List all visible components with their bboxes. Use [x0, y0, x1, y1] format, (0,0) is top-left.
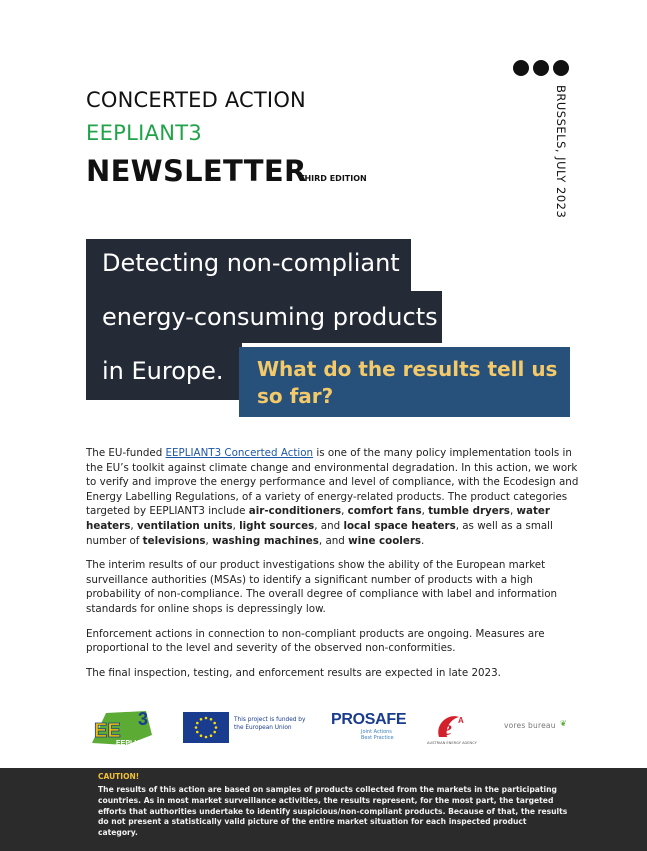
- caution-text: The results of this action are based on samples of products collected from the markets in the participating countries. As in most market surveillance activities, the results represent, for the most part, the targeted efforts that authorities undertake to identify suspicious/non-compliant products. Because of that, the results do not present a statistically valid picture of the entire market situation for each inspected product category.: [98, 785, 568, 838]
- question-text: What do the results tell us so far?: [257, 357, 558, 408]
- paragraph-final-results: The final inspection, testing, and enforcement results are expected in late 2023.: [86, 666, 501, 679]
- text: , and: [318, 534, 349, 547]
- text: ,: [205, 534, 213, 547]
- caution-title: CAUTION!: [98, 772, 140, 781]
- category: televisions: [142, 534, 206, 547]
- headline-band-3: [86, 343, 242, 400]
- text: The EU-funded: [86, 447, 166, 459]
- austrian-energy-agency-logo: [425, 709, 485, 749]
- three-dots-icon: [513, 60, 569, 76]
- eepliant-logo-text: EEPLIANT: [116, 740, 151, 747]
- headline-line-1: Detecting non-compliant: [102, 249, 400, 277]
- eepliant3-link[interactable]: EEPLIANT3 Concerted Action: [165, 447, 314, 459]
- text: ,: [341, 505, 348, 518]
- prosafe-name: PROSAFE: [331, 711, 407, 728]
- text: ,: [509, 505, 517, 518]
- category: tumble dryers: [428, 505, 510, 518]
- dot: [533, 60, 549, 76]
- headline-band-2: [86, 291, 442, 343]
- eu-flag-icon: [183, 712, 229, 743]
- text: ,: [421, 505, 429, 518]
- prosafe-tagline: Joint Actions Best Practice: [361, 729, 394, 741]
- text: , and: [314, 519, 344, 532]
- dot: [513, 60, 529, 76]
- paragraph-enforcement: Enforcement actions in connection to non-compliant products are ongoing. Measures are proportional to the level and severity of the observed non-conformities.: [86, 627, 545, 655]
- text: .: [421, 534, 425, 547]
- leaf-icon: ❦: [560, 719, 567, 728]
- aea-mark-icon: [425, 709, 485, 741]
- aea-label: AUSTRIAN ENERGY AGENCY: [427, 741, 477, 745]
- title-newsletter: NEWSLETTER: [86, 154, 307, 188]
- category: water heaters: [86, 505, 550, 532]
- vores-bureau-logo: vores bureau: [504, 721, 556, 730]
- text: is one of the many policy implementation tools in the EU’s toolkit against climate change and environmental degradation. In this action, we work to verify and improve the energy performance and level of compliance, with the Ecodesign and Energy Labelling Regulations, of a variety of energy-related products. The product categories targeted by EEPLIANT3 include: [86, 447, 579, 518]
- text: ,: [232, 519, 240, 532]
- eepliant-logo-number: 3: [138, 709, 149, 729]
- category: wine coolers: [348, 534, 422, 547]
- text: ,: [130, 519, 137, 532]
- eu-funding-text: This project is funded by the European Union: [234, 717, 306, 731]
- edition-label: THIRD EDITION: [299, 174, 367, 183]
- svg-text:A: A: [458, 716, 464, 725]
- headline-band-1: [86, 239, 411, 291]
- question-box: [239, 347, 570, 417]
- body-text: [86, 446, 590, 690]
- paragraph-intro: [86, 446, 590, 548]
- eepliant3-logo: [86, 705, 158, 749]
- text: , as well as a small number of: [86, 519, 553, 547]
- dot: [553, 60, 569, 76]
- title-eepliant3: EEPLIANT3: [86, 121, 203, 145]
- svg-text:e: e: [443, 718, 452, 740]
- title-concerted-action: CONCERTED ACTION: [86, 88, 306, 112]
- category: light sources: [239, 519, 315, 532]
- svg-text:EE: EE: [94, 720, 121, 742]
- category: air-conditioners: [248, 505, 342, 518]
- paragraph-interim-results: The interim results of our product investigations show the ability of the European market surveillance authorities (MSAs) to identify a significant number of products with a high probability of non-compliance. The overall degree of compliance with label and information standards for online shops is depressingly low.: [86, 559, 558, 615]
- category: ventilation units: [136, 519, 233, 532]
- category: comfort fans: [347, 505, 422, 518]
- category: local space heaters: [343, 519, 456, 532]
- partner-logos: [86, 705, 576, 751]
- headline-line-3: in Europe.: [102, 357, 224, 385]
- prosafe-logo: [331, 709, 407, 747]
- headline-line-2: energy-consuming products: [102, 303, 438, 331]
- category: washing machines: [212, 534, 319, 547]
- location-date: BRUSSELS, JULY 2023: [554, 85, 568, 219]
